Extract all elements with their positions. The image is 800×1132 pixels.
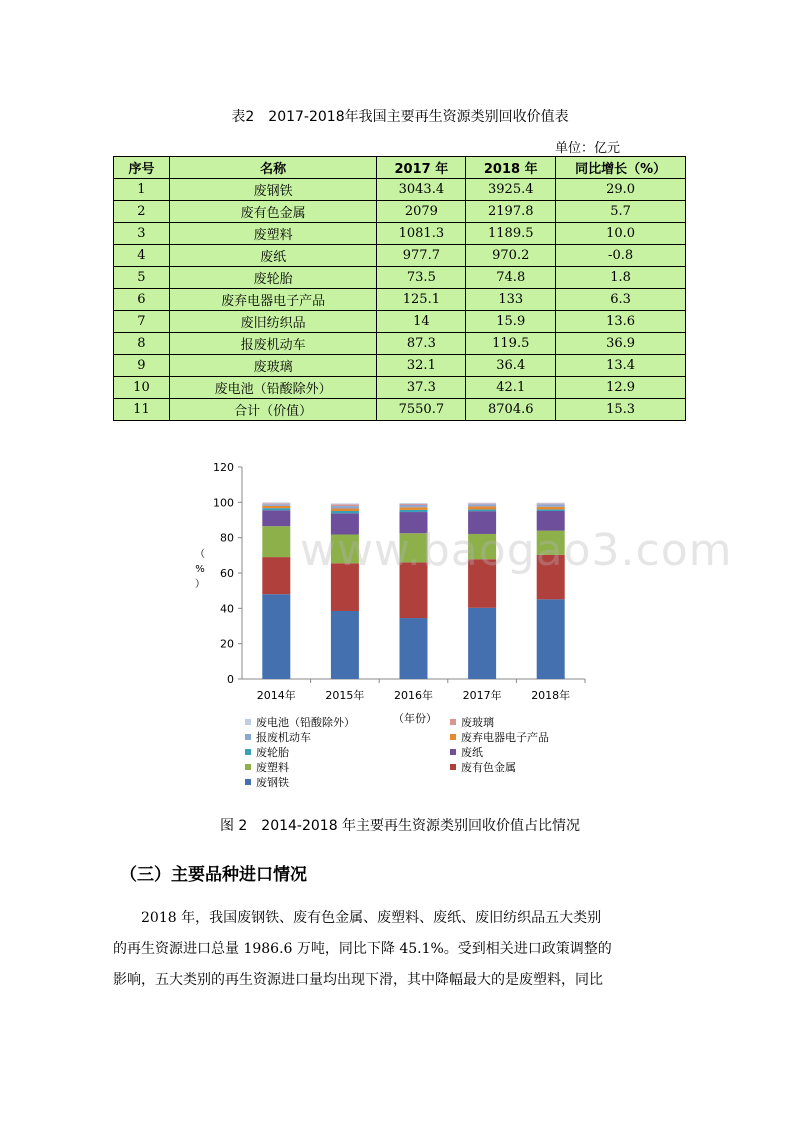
bar-segment	[468, 608, 496, 679]
legend-label: 报废机动车	[256, 731, 311, 744]
legend-swatch	[450, 719, 456, 725]
cell-2018: 1189.5	[466, 223, 556, 245]
bar-segment	[468, 504, 496, 506]
table-header-row	[114, 157, 686, 179]
cell-name: 报废机动车	[169, 333, 377, 355]
y-tick-label: 120	[213, 461, 234, 474]
cell-growth: 6.3	[556, 289, 686, 311]
cell-name: 废旧纺织品	[169, 311, 377, 333]
bar-segment	[331, 611, 359, 679]
table-title: 表2 2017-2018年我国主要再生资源类别回收价值表	[231, 109, 569, 125]
legend-swatch	[450, 734, 456, 740]
chart-svg	[190, 455, 610, 800]
cell-name: 废塑料	[169, 223, 377, 245]
section-heading: （三）主要品种进口情况	[120, 865, 307, 885]
cell-2017: 73.5	[377, 267, 466, 289]
cell-2018: 42.1	[466, 377, 556, 399]
cell-name: 合计（价值）	[169, 399, 377, 421]
bar-segment	[262, 504, 290, 506]
paragraph-line: 影响，五大类别的再生资源进口量均出现下滑，其中降幅最大的是废塑料，同比	[113, 972, 603, 988]
bar-segment	[262, 508, 290, 510]
bar-segment	[468, 509, 496, 511]
cell-2017: 87.3	[377, 333, 466, 355]
bar-segment	[400, 503, 428, 504]
bar-segment	[400, 505, 428, 507]
bar-segment	[468, 506, 496, 509]
bar-segment	[537, 509, 565, 511]
bar-segment	[331, 503, 359, 504]
cell-index: 11	[114, 399, 170, 421]
legend-label: 废轮胎	[256, 746, 289, 759]
cell-name: 废纸	[169, 245, 377, 267]
cell-growth: 13.4	[556, 355, 686, 377]
cell-growth: 10.0	[556, 223, 686, 245]
x-tick-label: 2014年	[256, 689, 296, 702]
legend-swatch	[450, 764, 456, 770]
header-index: 序号	[114, 157, 170, 179]
table-unit: 单位：亿元	[555, 141, 621, 156]
bar-segment	[262, 557, 290, 594]
cell-name: 废有色金属	[169, 201, 377, 223]
y-axis-label: （	[195, 549, 205, 560]
cell-2017: 37.3	[377, 377, 466, 399]
cell-growth: 29.0	[556, 179, 686, 201]
y-tick-label: 60	[220, 567, 234, 580]
table-row	[114, 355, 686, 377]
bar-segment	[537, 599, 565, 679]
cell-2017: 14	[377, 311, 466, 333]
bar-segment	[537, 504, 565, 505]
legend-label: 废纸	[461, 746, 483, 759]
legend-swatch	[245, 734, 251, 740]
y-axis-label: %	[195, 564, 205, 575]
watermark: www.baogao3.com	[300, 525, 733, 576]
cell-2017: 1081.3	[377, 223, 466, 245]
header-2017: 2017 年	[377, 157, 466, 179]
bar-segment	[331, 504, 359, 506]
cell-name: 废轮胎	[169, 267, 377, 289]
cell-2018: 3925.4	[466, 179, 556, 201]
cell-2017: 2079	[377, 201, 466, 223]
figure-caption: 图 2 2014-2018 年主要再生资源类别回收价值占比情况	[219, 818, 581, 834]
cell-2018: 36.4	[466, 355, 556, 377]
cell-2018: 2197.8	[466, 201, 556, 223]
bar-segment	[400, 507, 428, 510]
cell-growth: 12.9	[556, 377, 686, 399]
y-tick-label: 80	[220, 531, 234, 545]
cell-2017: 3043.4	[377, 179, 466, 201]
cell-2018: 15.9	[466, 311, 556, 333]
table-row	[114, 245, 686, 267]
cell-2018: 133	[466, 289, 556, 311]
x-axis-label: （年份）	[393, 712, 437, 725]
cell-name: 废钢铁	[169, 179, 377, 201]
x-tick-label: 2017年	[462, 689, 502, 702]
bar-segment	[262, 503, 290, 504]
cell-2018: 8704.6	[466, 399, 556, 421]
cell-name: 废玻璃	[169, 355, 377, 377]
bar-segment	[537, 507, 565, 510]
cell-2017: 977.7	[377, 245, 466, 267]
bar-segment	[331, 506, 359, 508]
recycling-value-table	[113, 156, 686, 421]
cell-index: 3	[114, 223, 170, 245]
x-tick-label: 2016年	[394, 689, 433, 702]
cell-2018: 74.8	[466, 267, 556, 289]
y-tick-label: 40	[220, 602, 234, 616]
bar-segment	[400, 618, 428, 679]
cell-index: 9	[114, 355, 170, 377]
header-growth: 同比增长（%）	[556, 157, 686, 179]
y-tick-label: 20	[220, 637, 234, 651]
table-row	[114, 333, 686, 355]
table-row	[114, 201, 686, 223]
bar-segment	[400, 510, 428, 512]
cell-index: 5	[114, 267, 170, 289]
bar-segment	[262, 594, 290, 679]
bar-segment	[262, 506, 290, 508]
legend-swatch	[245, 719, 251, 725]
legend-label: 废电池（铅酸除外）	[256, 716, 355, 729]
bar-segment	[262, 526, 290, 557]
bar-segment	[331, 509, 359, 511]
cell-index: 4	[114, 245, 170, 267]
legend-label: 废钢铁	[256, 776, 289, 789]
cell-index: 6	[114, 289, 170, 311]
cell-index: 2	[114, 201, 170, 223]
table-row	[114, 399, 686, 421]
bar-segment	[537, 503, 565, 504]
cell-index: 8	[114, 333, 170, 355]
bar-segment	[468, 504, 496, 505]
legend-swatch	[245, 779, 251, 785]
header-name: 名称	[169, 157, 377, 179]
y-tick-label: 100	[213, 496, 234, 510]
bar-segment	[400, 504, 428, 505]
stacked-bar-chart	[190, 455, 610, 800]
cell-index: 7	[114, 311, 170, 333]
table-row	[114, 289, 686, 311]
table-row	[114, 223, 686, 245]
cell-growth: 36.9	[556, 333, 686, 355]
bar-segment	[262, 510, 290, 526]
legend-label: 废有色金属	[461, 761, 516, 774]
table-row	[114, 311, 686, 333]
cell-2018: 970.2	[466, 245, 556, 267]
cell-2018: 119.5	[466, 333, 556, 355]
paragraph-line: 2018 年，我国废钢铁、废有色金属、废塑料、废纸、废旧纺织品五大类别	[113, 910, 602, 926]
cell-index: 10	[114, 377, 170, 399]
legend-label: 废玻璃	[461, 716, 494, 729]
cell-index: 1	[114, 179, 170, 201]
bar-segment	[262, 502, 290, 503]
cell-2017: 125.1	[377, 289, 466, 311]
cell-name: 废电池（铅酸除外）	[169, 377, 377, 399]
table-row	[114, 377, 686, 399]
legend-label: 废塑料	[256, 761, 289, 774]
cell-growth: 13.6	[556, 311, 686, 333]
bar-segment	[331, 511, 359, 513]
legend-swatch	[245, 764, 251, 770]
legend-label: 废弃电器电子产品	[461, 731, 549, 744]
legend-swatch	[245, 749, 251, 755]
y-tick-label: 0	[227, 673, 234, 686]
legend-swatch	[450, 749, 456, 755]
cell-2017: 7550.7	[377, 399, 466, 421]
bar-segment	[537, 504, 565, 506]
cell-growth: 5.7	[556, 201, 686, 223]
x-tick-label: 2018年	[531, 689, 571, 702]
table-row	[114, 179, 686, 201]
table-row	[114, 267, 686, 289]
cell-growth: 15.3	[556, 399, 686, 421]
cell-2017: 32.1	[377, 355, 466, 377]
cell-name: 废弃电器电子产品	[169, 289, 377, 311]
paragraph-line: 的再生资源进口总量 1986.6 万吨，同比下降 45.1%。受到相关进口政策调整的	[113, 941, 612, 957]
header-2018: 2018 年	[466, 157, 556, 179]
body-paragraph	[113, 903, 688, 996]
y-axis-label: ）	[195, 579, 205, 590]
bar-segment	[468, 503, 496, 504]
cell-growth: -0.8	[556, 245, 686, 267]
x-tick-label: 2015年	[325, 689, 365, 702]
cell-growth: 1.8	[556, 267, 686, 289]
